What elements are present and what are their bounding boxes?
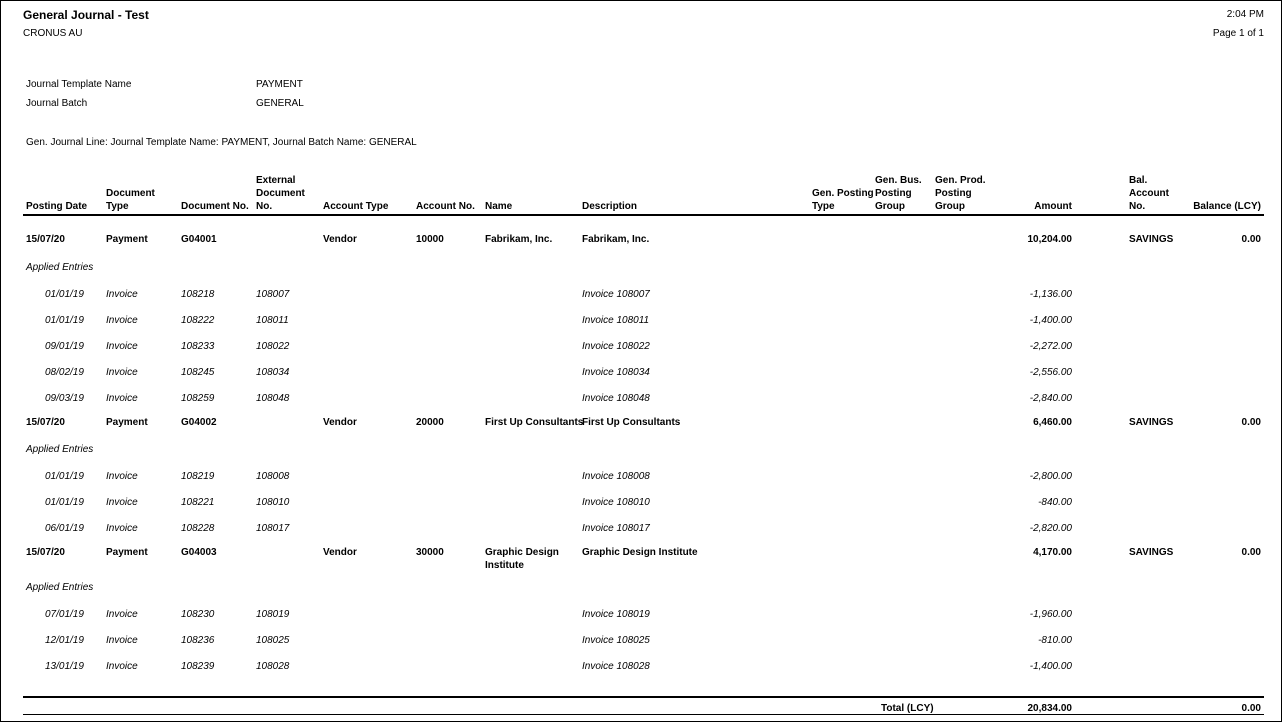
total-balance: 0.00: [1241, 703, 1261, 714]
company-name: CRONUS AU: [23, 28, 83, 39]
applied-date: 07/01/19: [45, 609, 84, 620]
applied-date: 13/01/19: [45, 661, 84, 672]
line-amount: 4,170.00: [1033, 547, 1072, 558]
line-posting-date: 15/07/20: [26, 547, 65, 558]
applied-date: 01/01/19: [45, 289, 84, 300]
applied-date: 01/01/19: [45, 471, 84, 482]
applied-ext-no: 108028: [256, 661, 290, 672]
line-document-type: Payment: [106, 417, 148, 428]
col-gen-posting-type: Gen. Posting Type: [812, 188, 874, 212]
applied-date: 09/03/19: [45, 393, 84, 404]
bottom-rule: [23, 714, 1264, 715]
report-title: General Journal - Test: [23, 8, 149, 22]
filter-value-batch: GENERAL: [256, 98, 304, 109]
col-description: Description: [582, 201, 638, 212]
applied-type: Invoice: [106, 341, 138, 352]
col-name: Name: [485, 201, 513, 212]
applied-type: Invoice: [106, 315, 138, 326]
line-posting-date: 15/07/20: [26, 234, 65, 245]
applied-doc-no: 108218: [181, 289, 215, 300]
filter-label-batch: Journal Batch: [26, 98, 88, 109]
line-bal-account-no: SAVINGS: [1129, 417, 1174, 428]
applied-doc-no: 108221: [181, 497, 215, 508]
applied-date: 01/01/19: [45, 497, 84, 508]
applied-ext-no: 108008: [256, 471, 290, 482]
applied-type: Invoice: [106, 471, 138, 482]
applied-doc-no: 108236: [181, 635, 215, 646]
applied-amount: -2,800.00: [1029, 471, 1072, 482]
line-account-type: Vendor: [323, 417, 357, 428]
col-account-no: Account No.: [416, 201, 475, 212]
applied-doc-no: 108259: [181, 393, 215, 404]
col-document-no: Document No.: [181, 201, 249, 212]
report-time: 2:04 PM: [1226, 9, 1264, 20]
applied-ext-no: 108011: [256, 315, 289, 326]
applied-amount: -1,400.00: [1029, 661, 1072, 672]
applied-doc-no: 108239: [181, 661, 215, 672]
line-account-no: 10000: [416, 234, 444, 245]
applied-date: 01/01/19: [45, 315, 84, 326]
applied-type: Invoice: [106, 523, 138, 534]
line-account-type: Vendor: [323, 547, 357, 558]
applied-type: Invoice: [106, 661, 138, 672]
applied-entries-label: Applied Entries: [26, 582, 94, 593]
line-document-type: Payment: [106, 234, 148, 245]
col-gen-prod-posting-group: Gen. Prod. Posting Group: [935, 175, 986, 212]
applied-ext-no: 108010: [256, 497, 290, 508]
col-external-document-no: External Document No.: [256, 175, 305, 212]
applied-description: Invoice 108048: [582, 393, 650, 404]
line-amount: 10,204.00: [1027, 234, 1072, 245]
applied-description: Invoice 108007: [582, 289, 650, 300]
applied-date: 09/01/19: [45, 341, 84, 352]
applied-entries-label: Applied Entries: [26, 262, 94, 273]
applied-doc-no: 108245: [181, 367, 215, 378]
total-amount: 20,834.00: [1027, 703, 1072, 714]
col-account-type: Account Type: [323, 201, 389, 212]
applied-type: Invoice: [106, 367, 138, 378]
line-description: First Up Consultants: [582, 417, 681, 428]
applied-doc-no: 108233: [181, 341, 215, 352]
applied-doc-no: 108222: [181, 315, 215, 326]
applied-type: Invoice: [106, 609, 138, 620]
applied-ext-no: 108025: [256, 635, 290, 646]
applied-amount: -1,960.00: [1029, 609, 1072, 620]
line-bal-account-no: SAVINGS: [1129, 234, 1174, 245]
header-rule: [23, 214, 1264, 216]
applied-description: Invoice 108017: [582, 523, 650, 534]
line-account-no: 30000: [416, 547, 444, 558]
applied-amount: -2,556.00: [1029, 367, 1072, 378]
applied-amount: -1,136.00: [1029, 289, 1072, 300]
line-document-no: G04002: [181, 417, 217, 428]
applied-amount: -1,400.00: [1029, 315, 1072, 326]
col-bal-account-no: Bal. Account No.: [1129, 175, 1169, 212]
line-balance: 0.00: [1241, 547, 1261, 558]
applied-ext-no: 108019: [256, 609, 290, 620]
applied-type: Invoice: [106, 393, 138, 404]
line-name: Graphic Design Institute: [485, 547, 559, 571]
applied-description: Invoice 108034: [582, 367, 650, 378]
applied-description: Invoice 108010: [582, 497, 650, 508]
applied-description: Invoice 108025: [582, 635, 650, 646]
line-balance: 0.00: [1241, 417, 1261, 428]
filter-line: Gen. Journal Line: Journal Template Name: PAYMENT, Journal Batch Name: GENERAL: [26, 137, 417, 148]
applied-description: Invoice 108028: [582, 661, 650, 672]
applied-date: 06/01/19: [45, 523, 84, 534]
line-description: Graphic Design Institute: [582, 547, 698, 558]
applied-ext-no: 108017: [256, 523, 290, 534]
line-document-type: Payment: [106, 547, 148, 558]
line-document-no: G04003: [181, 547, 217, 558]
col-gen-bus-posting-group: Gen. Bus. Posting Group: [875, 175, 922, 212]
applied-amount: -810.00: [1038, 635, 1072, 646]
applied-amount: -840.00: [1038, 497, 1072, 508]
applied-amount: -2,820.00: [1029, 523, 1072, 534]
total-rule: [23, 696, 1264, 698]
filter-value-template: PAYMENT: [256, 79, 303, 90]
applied-ext-no: 108048: [256, 393, 290, 404]
applied-description: Invoice 108019: [582, 609, 650, 620]
applied-description: Invoice 108022: [582, 341, 650, 352]
page-number: Page 1 of 1: [1212, 28, 1264, 39]
col-posting-date: Posting Date: [26, 201, 88, 212]
applied-date: 12/01/19: [45, 635, 84, 646]
applied-type: Invoice: [106, 289, 138, 300]
line-bal-account-no: SAVINGS: [1129, 547, 1174, 558]
line-balance: 0.00: [1241, 234, 1261, 245]
line-description: Fabrikam, Inc.: [582, 234, 650, 245]
col-document-type: Document Type: [106, 188, 155, 212]
applied-type: Invoice: [106, 497, 138, 508]
line-account-no: 20000: [416, 417, 444, 428]
total-label: Total (LCY): [881, 703, 934, 714]
line-posting-date: 15/07/20: [26, 417, 65, 428]
applied-ext-no: 108007: [256, 289, 290, 300]
line-amount: 6,460.00: [1033, 417, 1072, 428]
col-amount: Amount: [1034, 201, 1072, 212]
line-account-type: Vendor: [323, 234, 357, 245]
applied-date: 08/02/19: [45, 367, 84, 378]
line-name: Fabrikam, Inc.: [485, 234, 553, 245]
line-document-no: G04001: [181, 234, 217, 245]
col-balance-lcy: Balance (LCY): [1193, 201, 1261, 212]
applied-amount: -2,272.00: [1029, 341, 1072, 352]
applied-doc-no: 108230: [181, 609, 215, 620]
line-name: First Up Consultants: [485, 417, 584, 428]
applied-entries-label: Applied Entries: [26, 444, 94, 455]
applied-description: Invoice 108008: [582, 471, 650, 482]
applied-doc-no: 108219: [181, 471, 215, 482]
applied-amount: -2,840.00: [1029, 393, 1072, 404]
filter-label-template: Journal Template Name: [26, 79, 132, 90]
applied-ext-no: 108022: [256, 341, 290, 352]
applied-type: Invoice: [106, 635, 138, 646]
applied-doc-no: 108228: [181, 523, 215, 534]
applied-ext-no: 108034: [256, 367, 290, 378]
applied-description: Invoice 108011: [582, 315, 650, 326]
